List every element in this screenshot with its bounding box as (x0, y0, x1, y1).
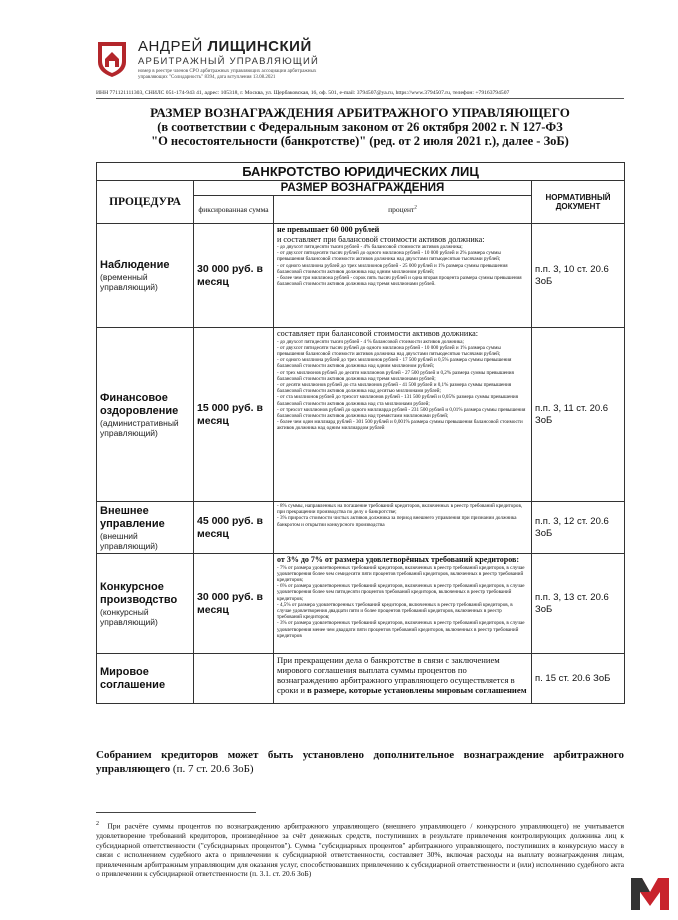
procedure-cell: Наблюдение (временный управляющий) (97, 224, 194, 328)
table-row (97, 224, 625, 328)
table-title: БАНКРОТСТВО ЮРИДИЧЕСКИХ ЛИЦ (97, 163, 625, 181)
norm-doc: п.п. 3, 11 ст. 20.6 ЗоБ (532, 328, 625, 502)
procedure-cell: Внешнее управление (внешний управляющий) (97, 502, 194, 554)
fixed-fee: 30 000 руб. в месяц (194, 554, 274, 654)
table-row (97, 654, 625, 704)
procedure-cell: Мировое соглашение (97, 654, 194, 704)
percent-cell: не превышает 60 000 рублей и составляет при балансовой стоимости активов должника: - до двухсот пятидесяти тысяч рублей - 4% балансовой стоимости активов должника; - от двухсот пятидесяти тысяч рублей до одного миллиона рублей - 10 000 рублей и 2% размера суммы превышения балансовой стоимости активов должника над двухстами пятьюдесятью тысячами рублей; - от одного миллиона рублей до трех миллионов рублей - 25 000 рублей и 1% размера суммы превышения балансовой стоимости активов должника над одним миллионом рублей; - более чем три миллиона рублей - сорок пять тысяч рублей и одна вторая процента размера суммы превышения балансовой стоимости активов должника над тремя миллионами рублей. (274, 224, 532, 328)
brand-subtitle: АРБИТРАЖНЫЙ УПРАВЛЯЮЩИЙ (138, 56, 320, 67)
procedure-cell: Конкурсное производство (конкурсный управляющий) (97, 554, 194, 654)
norm-doc: п. 15 ст. 20.6 ЗоБ (532, 654, 625, 704)
shield-house-icon (96, 40, 128, 78)
table-row (97, 328, 625, 502)
percent-cell: составляет при балансовой стоимости активов должника: - до двухсот пятидесяти тысяч рублей - 4 % балансовой стоимости активов должника; - от двухсот пятидесяти тысяч рублей до одного миллиона рублей - 10 000 рублей и 1% размера суммы превышения балансовой стоимости активов должника над двухстами пятьюдесятью тысячами рублей; - от одного миллиона рублей до трех миллионов рублей - 17 500 рублей и 0,5% размера суммы превышения балансовой стоимости активов должника над одним миллионом рублей; - от трех миллионов рублей до десяти миллионов рублей - 27 500 рублей и 0,2% размера суммы превышения балансовой стоимости активов должника над тремя миллионами рублей; - от десяти миллионов рублей до ста миллионов рублей - 41 500 рублей и 0,1% размера суммы превышения балансовой стоимости активов должника над десятью миллионами рублей; - от ста миллионов рублей до трехсот миллионов рублей - 131 500 рублей и 0,05% размера суммы превышения балансовой стоимости активов должника над ста миллионами рублей; - от трехсот миллионов рублей до одного миллиарда рублей - 231 500 рублей и 0,01% размера суммы превышения балансовой стоимости активов должника над тремястами миллионами рублей; - более чем один миллиард рублей - 301 500 рублей и 0,001% размера суммы превышения балансовой стоимости активов должника над одним миллиардом рублей (274, 328, 532, 502)
page-title: РАЗМЕР ВОЗНАГРАЖДЕНИЯ АРБИТРАЖНОГО УПРАВЛЯЮЩЕГО (в соответствии с Федеральным законом от 26 октября 2002 г. N 127-ФЗ "О несостоятельности (банкротстве)" (ред. от 2 июля 2021 г.), далее - ЗоБ) (150, 105, 570, 148)
procedure-cell: Финансовое оздоровление (административный управляющий) (97, 328, 194, 502)
header-reward: РАЗМЕР ВОЗНАГРАЖДЕНИЯ (194, 181, 532, 196)
header-percent: процент$^2$ (274, 196, 532, 224)
additional-reward-note: Собранием кредиторов может быть установлено дополнительное вознаграждение арбитражного управляющего (п. 7 ст. 20.6 ЗоБ) (96, 749, 624, 775)
footnote: $^2$ При расчёте суммы процентов по вознаграждению арбитражного управляющего (внешнего управляющего / конкурсного управляющего) не учитывается удовлетворение требований кредиторов, произведённое за счёт денежных средств, поступивших в результате привлечения контролирующих должника лиц к субсидиарной ответственности ("субсидиарных процентов"). Сумма "субсидиарных процентов" арбитражного управляющего, поступивших в конкурсную массу в связи с исполнением судебного акта о привлечении к субсидиарной ответственности, составляет 30%, включая расходы на выплату вознаграждения лицам, привлеченным арбитражным управляющим для оказания услуг, способствовавших привлечению к субсидиарной ответственности и (или) исполнению судебного акта о привлечении к субсидиарной ответственности (п. 3.1. ст. 20.6 ЗоБ) (96, 821, 624, 879)
brand-name: АНДРЕЙ ЛИЩИНСКИЙ (138, 38, 312, 55)
header-divider (96, 98, 624, 99)
table-row (97, 502, 625, 554)
fixed-fee: 45 000 руб. в месяц (194, 502, 274, 554)
norm-doc: п.п. 3, 13 ст. 20.6 ЗоБ (532, 554, 625, 654)
fixed-fee: 30 000 руб. в месяц (194, 224, 274, 328)
fixed-fee (194, 654, 274, 704)
header-norm-doc: НОРМАТИВНЫЙ ДОКУМЕНТ (532, 181, 625, 224)
contacts-line: ИНН 771121111303, СНИЛС 051-174-943 41, адрес: 105318, г. Москва, ул. Щербаковская, 16, оф. 501, e-mail: 3794507@ya.ru, https://www.3794507.ru, телефон: +79163794507 (96, 90, 510, 96)
brand-block (138, 38, 338, 81)
percent-cell: от 3% до 7% от размера удовлетворённых требований кредиторов: - 7% от размера удовлетворенных требований кредиторов, включенных в реестр требований кредиторов, в случае удовлетворения более чем семидесяти пяти процентов требований кредиторов, включенных в реестр требований кредиторов; - 6% от размера удовлетворенных требований кредиторов, включенных в реестр требований кредиторов, в случае удовлетворения более чем пятидесяти процентов требований кредиторов, включенных в реестр требований кредиторов; - 4,5% от размера удовлетворенных требований кредиторов, включенных в реестр требований кредиторов, в случае удовлетворения двадцати пяти и более процентов требований кредиторов, включенных в реестр требований кредиторов; - 3% от размера удовлетворенных требований кредиторов, включенных в реестр требований кредиторов, в случае удовлетворения менее чем двадцати пяти процентов требований кредиторов, включенных в реестр требований кредиторов (274, 554, 532, 654)
reward-table (96, 162, 625, 704)
fixed-fee: 15 000 руб. в месяц (194, 328, 274, 502)
header-fixed-sum: фиксированная сумма (194, 196, 274, 224)
norm-doc: п.п. 3, 10 ст. 20.6 ЗоБ (532, 224, 625, 328)
brand-registry-note: номер в реестре членов СРО арбитражных управляющих ассоциации арбитражных управляющих "Солидарность" 8394, дата вступления 13.08.2021 (138, 69, 317, 80)
table-row (97, 554, 625, 654)
percent-cell: При прекращении дела о банкротстве в связи с заключением мирового соглашения выплата суммы процентов по вознаграждению арбитражного управляющего осуществляется в сроки и в размере, которые установлены мировым соглашением (274, 654, 532, 704)
header-procedure: ПРОЦЕДУРА (97, 181, 194, 224)
norm-doc: п.п. 3, 12 ст. 20.6 ЗоБ (532, 502, 625, 554)
m-letter-logo-icon (628, 872, 672, 912)
footnote-divider (96, 812, 256, 813)
percent-cell: - 8% суммы, направленных на погашение требований кредиторов, включенных в реестр требований кредиторов, при прекращении производства по делу о банкротстве; - 3% прироста стоимости чистых активов должника за период внешнего управления при признании должника банкротом и открытии конкурсного производства (274, 502, 532, 554)
